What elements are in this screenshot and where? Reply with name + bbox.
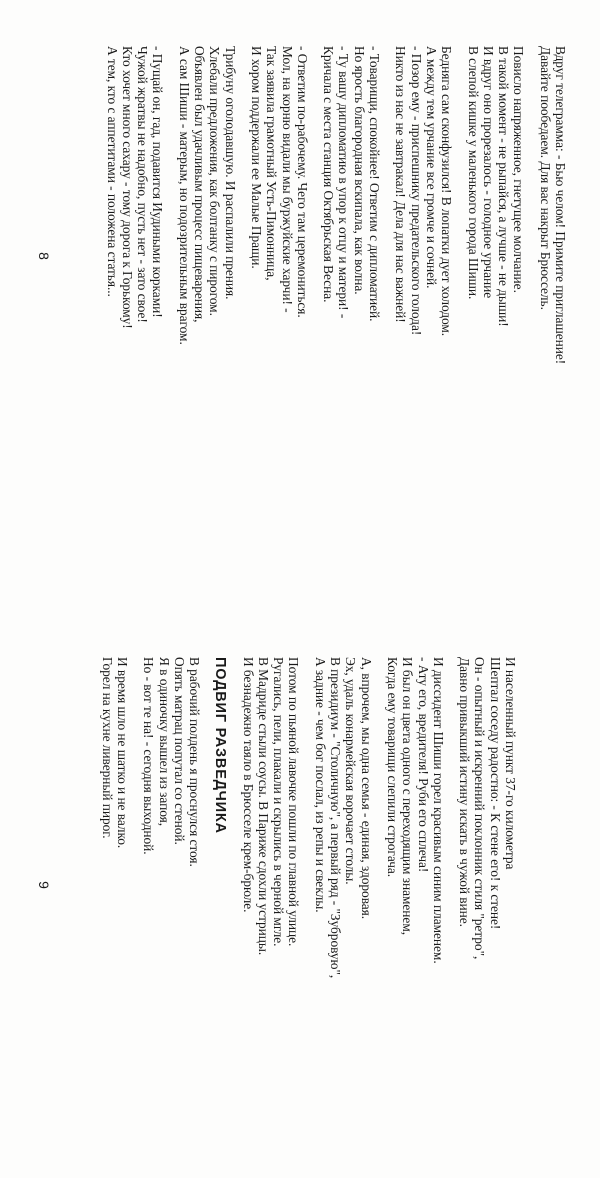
verse-line: Опять матрац попутал со стеной. bbox=[171, 657, 187, 845]
page-9-rotated-canvas bbox=[0, 589, 600, 1178]
page-9 bbox=[0, 589, 600, 1178]
stanza bbox=[393, 46, 454, 506]
verse-line: Давно привыкший истину искать в чужой вине. bbox=[457, 657, 473, 927]
verse-line: Бедняга сам сконфузился! В лопатки дует холодом. bbox=[439, 46, 455, 337]
stanza bbox=[104, 46, 165, 506]
verse-line: - Ату его, вредителя! Руби его сплеча! bbox=[415, 657, 431, 873]
verse-line: Объявлен был удачливым процесс пищеварения, bbox=[192, 46, 208, 323]
verse-line: В Мадриде стыли соусы. В Париже сдохли устрицы. bbox=[255, 657, 271, 956]
verse-line: И время шло не шатко и не валко. bbox=[115, 657, 131, 849]
verse-line: И был он цвета одного с переходящим знаменем, bbox=[400, 657, 416, 936]
verse-line: Мол, на корню видали мы буржуйские харчи! - bbox=[279, 46, 295, 313]
verse-line: Но ярость благородная вскипала, как волна. bbox=[351, 46, 367, 295]
verse-line: Когда ему товарищи слепили строгача. bbox=[384, 657, 400, 878]
verse-line: Вдруг телеграмма: - Бью челом! Примите приглашение! bbox=[553, 46, 568, 365]
stanza bbox=[99, 657, 130, 1117]
verse-line: В такой момент - не рыпайся, а лучше - не дыши! bbox=[496, 46, 512, 327]
verse-line: Я в одиночку вышел из запоя, bbox=[156, 657, 172, 827]
stanza bbox=[240, 657, 301, 1117]
stanza bbox=[141, 657, 202, 1117]
page-number: 8 bbox=[36, 252, 52, 260]
stanza bbox=[537, 46, 568, 506]
stanza bbox=[465, 46, 526, 506]
stanza bbox=[321, 46, 382, 506]
verse-line: Никто из нас не завтракал! Дела для нас важней! bbox=[393, 46, 409, 323]
verse-line: И вдруг оно прорезалось - голодное урчание bbox=[480, 46, 496, 299]
stanza bbox=[385, 657, 446, 1117]
verse-line: А, впрочем, мы одна семья - единая, здоровая. bbox=[358, 657, 374, 920]
verse-line: Кричала с места станция Октябрьская Весна. bbox=[321, 46, 337, 303]
verse-line: Чужой жратвы не надобно, пусть нет - зато свое! bbox=[135, 46, 151, 323]
verse-line: И диссидент Шиши горел красивым синим пламенем. bbox=[430, 657, 446, 964]
verse-line: А между тем урчание все громче и сочней. bbox=[423, 46, 439, 289]
verse-line: А сам Шиши - матерым, но подозрительным врагом. bbox=[176, 46, 192, 345]
poem-title: ПОДВИГ РАЗВЕДЧИКА bbox=[212, 657, 229, 834]
stanza bbox=[312, 657, 373, 1117]
verse-line: А тем, кто с аппетитами - положена статья... bbox=[104, 46, 120, 297]
verse-line: Шептал соседу радостно: - К стене его! к стене! bbox=[487, 657, 503, 930]
verse-line: Трибуну оголодавшую. И распалили прения. bbox=[222, 46, 238, 300]
page-8-text bbox=[0, 46, 600, 506]
verse-line: И безнадежно таяло в Брюсселе крем-брюле. bbox=[240, 657, 256, 913]
verse-line: Он - опытный и искренний поклонник стиля "ретро", bbox=[472, 657, 488, 960]
verse-line: Ругались, пели, плакали и скрылись в черной мгле. bbox=[271, 657, 287, 947]
verse-line: Но - вот те на! - сегодня выходной. bbox=[141, 657, 157, 855]
page-9-text bbox=[0, 657, 600, 1117]
verse-line: Потом по пьяной лавочке пошли по главной улице. bbox=[286, 657, 302, 947]
verse-line: В рабочий полдень я проснулся стоя. bbox=[187, 657, 203, 867]
verse-line: - Позор ему - приспешнику предательского голода! bbox=[408, 46, 424, 336]
verse-line: Кто хочет много сахару - тому дорога к Горькому! bbox=[119, 46, 135, 329]
verse-line: - Товарищи, спокойнее! Ответим с дипломатией. bbox=[367, 46, 383, 322]
verse-line: Так заявила грамотный Усть-Пимонница, bbox=[264, 46, 280, 281]
stanza bbox=[457, 657, 518, 1117]
verse-line: - Ту вашу дипломатию в упор к отцу и матери! - bbox=[336, 46, 352, 319]
verse-line: И хором поддержали ее Малые Пращи. bbox=[248, 46, 264, 269]
verse-line: Горел на кухне ливерный пирог. bbox=[99, 657, 115, 839]
verse-line: И населенный пункт 37-го километра bbox=[503, 657, 518, 870]
verse-line: Повисло напряженное, гнетущее молчание. bbox=[511, 46, 527, 293]
stanza bbox=[176, 46, 237, 506]
verse-line: Эх, удаль конармейская ворочает столы. bbox=[343, 657, 359, 885]
verse-line: В слепой кишке у маленького города Шиши. bbox=[465, 46, 481, 300]
verse-line: В президиум - "Столичную", а первый ряд - "Зубровую", bbox=[328, 657, 344, 979]
verse-line: - Пущай он, гад, подавится Иудиными корками! bbox=[150, 46, 166, 318]
stanza bbox=[249, 46, 310, 506]
verse-line: А задние - чем бог послал, из репы и свеклы. bbox=[312, 657, 328, 913]
page-number: 9 bbox=[36, 881, 52, 889]
verse-line: Давайте пообедаем. Для вас накрыт Брюссель. bbox=[537, 46, 553, 310]
verse-line: Хлебали предложения, как болтанку с пирогом. bbox=[207, 46, 223, 316]
verse-line: - Ответим по-рабочему. Чего там церемониться. bbox=[294, 46, 310, 318]
